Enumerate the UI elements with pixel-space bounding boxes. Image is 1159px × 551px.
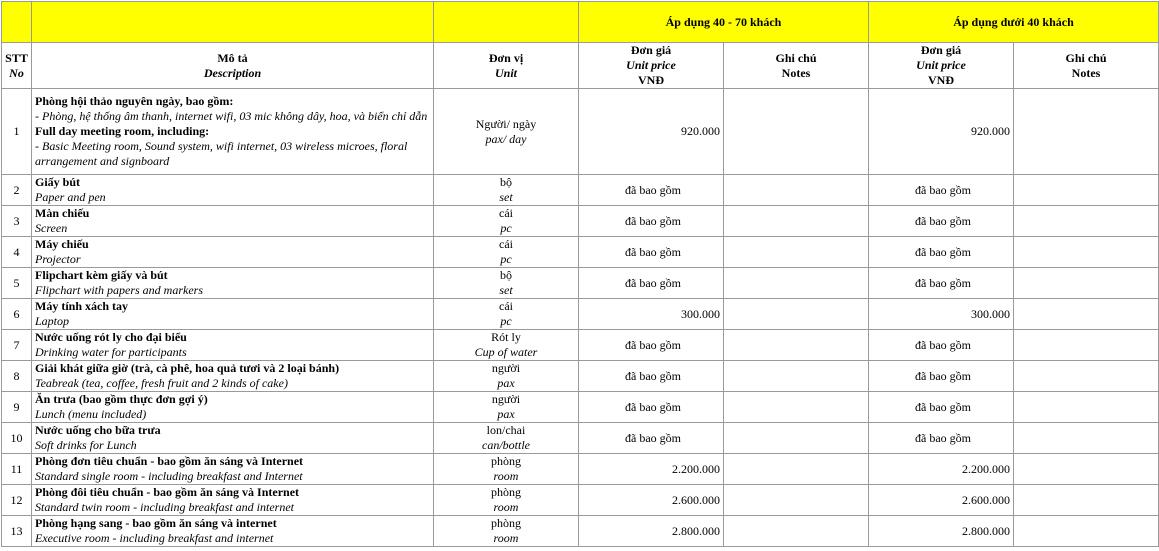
- description-cell: [32, 206, 434, 237]
- price-cell: đã bao gồm: [579, 423, 724, 454]
- table-row: [2, 206, 1159, 237]
- description-vi: Màn chiếu: [35, 206, 90, 220]
- price-cell: đã bao gồm: [869, 175, 1014, 206]
- blank-header-cell: [434, 2, 579, 43]
- column-header-row: [2, 43, 1159, 89]
- price-cell: 2.600.000: [869, 485, 1014, 516]
- unit-cell: [434, 299, 579, 330]
- stt-cell: 9: [2, 392, 32, 423]
- unit-en: room: [493, 531, 519, 545]
- unit-vi: bộ: [500, 175, 512, 189]
- stt-cell: 3: [2, 206, 32, 237]
- price-cell: đã bao gồm: [579, 392, 724, 423]
- description-vi: Nước uống cho bữa trưa: [35, 423, 161, 437]
- stt-cell: 7: [2, 330, 32, 361]
- price-cell: 300.000: [579, 299, 724, 330]
- price-cell: đã bao gồm: [869, 206, 1014, 237]
- stt-cell: 2: [2, 175, 32, 206]
- unit-cell: [434, 175, 579, 206]
- unit-vi: cái: [499, 206, 513, 220]
- table-row: [2, 361, 1159, 392]
- description-cell: [32, 423, 434, 454]
- notes-cell: [724, 330, 869, 361]
- table-row: [2, 392, 1159, 423]
- price-cell: 2.200.000: [869, 454, 1014, 485]
- price-cell: đã bao gồm: [869, 423, 1014, 454]
- description-en: Standard twin room - including breakfast and internet: [35, 500, 294, 514]
- description-en: Standard single room - including breakfast and Internet: [35, 469, 303, 483]
- stt-cell: 11: [2, 454, 32, 485]
- table-row: [2, 299, 1159, 330]
- unit-price-header: Đơn giá Unit price VNĐ: [579, 43, 724, 89]
- description-vi: Giấy bút: [35, 175, 81, 189]
- notes-cell: [724, 392, 869, 423]
- notes-cell: [724, 206, 869, 237]
- table-row: [2, 237, 1159, 268]
- price-cell: đã bao gồm: [579, 237, 724, 268]
- price-cell: 2.800.000: [869, 516, 1014, 547]
- group-header-under-40: Áp dụng dưới 40 khách: [869, 2, 1159, 43]
- unit-en: pax: [497, 407, 515, 421]
- price-cell: đã bao gồm: [869, 268, 1014, 299]
- unit-vi: người: [491, 361, 521, 375]
- description-vi: Phòng hạng sang - bao gồm ăn sáng và internet: [35, 516, 277, 530]
- unit-vi: người: [491, 392, 521, 406]
- unit-vi: cái: [499, 237, 513, 251]
- notes-header: Ghi chú Notes: [724, 43, 869, 89]
- price-cell: 920.000: [869, 89, 1014, 175]
- notes-cell: [1014, 454, 1159, 485]
- unit-cell: [434, 237, 579, 268]
- unit-cell: Người/ ngày pax/ day: [434, 89, 579, 175]
- unit-price-header: Đơn giá Unit price VNĐ: [869, 43, 1014, 89]
- notes-cell: [1014, 206, 1159, 237]
- price-cell: 2.800.000: [579, 516, 724, 547]
- unit-cell: [434, 206, 579, 237]
- description-vi: Flipchart kèm giấy và bút: [35, 268, 168, 282]
- blank-header-cell: [32, 2, 434, 43]
- price-cell: 2.200.000: [579, 454, 724, 485]
- unit-en: set: [499, 283, 513, 297]
- description-cell: [32, 392, 434, 423]
- price-cell: đã bao gồm: [579, 361, 724, 392]
- notes-cell: [1014, 268, 1159, 299]
- stt-header: STT No: [2, 43, 32, 89]
- price-cell: đã bao gồm: [869, 330, 1014, 361]
- unit-en: room: [493, 469, 519, 483]
- stt-cell: 12: [2, 485, 32, 516]
- unit-cell: [434, 454, 579, 485]
- notes-cell: [724, 89, 869, 175]
- description-en: Soft drinks for Lunch: [35, 438, 137, 452]
- notes-cell: [1014, 330, 1159, 361]
- unit-cell: [434, 330, 579, 361]
- description-vi: Máy chiếu: [35, 237, 89, 251]
- stt-cell: 1: [2, 89, 32, 175]
- notes-cell: [724, 237, 869, 268]
- description-en: Teabreak (tea, coffee, fresh fruit and 2 kinds of cake): [35, 376, 288, 390]
- stt-cell: 8: [2, 361, 32, 392]
- group-header-row: [2, 2, 1159, 43]
- description-cell: [32, 361, 434, 392]
- description-en: Lunch (menu included): [35, 407, 147, 421]
- table-row: [2, 175, 1159, 206]
- unit-en: room: [493, 500, 519, 514]
- unit-cell: [434, 516, 579, 547]
- table-row: [2, 454, 1159, 485]
- notes-cell: [1014, 516, 1159, 547]
- description-vi: Phòng đôi tiêu chuẩn - bao gồm ăn sáng và Internet: [35, 485, 300, 499]
- price-cell: đã bao gồm: [869, 361, 1014, 392]
- description-cell: [32, 330, 434, 361]
- notes-cell: [724, 268, 869, 299]
- price-cell: đã bao gồm: [579, 330, 724, 361]
- unit-cell: [434, 392, 579, 423]
- description-cell: [32, 175, 434, 206]
- unit-vi: cái: [499, 299, 513, 313]
- table-row: [2, 89, 1159, 175]
- stt-cell: 5: [2, 268, 32, 299]
- unit-vi: phòng: [491, 516, 521, 530]
- table-row: [2, 423, 1159, 454]
- table-row: [2, 485, 1159, 516]
- description-cell: [32, 454, 434, 485]
- description-vi: Phòng đơn tiêu chuẩn - bao gồm ăn sáng và Internet: [35, 454, 304, 468]
- description-vi: Máy tính xách tay: [35, 299, 128, 313]
- notes-cell: [1014, 361, 1159, 392]
- unit-en: pc: [500, 314, 512, 328]
- notes-cell: [1014, 175, 1159, 206]
- stt-cell: 4: [2, 237, 32, 268]
- description-vi: Ăn trưa (bao gồm thực đơn gợi ý): [35, 392, 208, 406]
- price-table: [1, 1, 1159, 547]
- description-en: Drinking water for participants: [35, 345, 187, 359]
- unit-vi: phòng: [491, 485, 521, 499]
- description-cell: [32, 268, 434, 299]
- description-en: Projector: [35, 252, 81, 266]
- description-cell: [32, 485, 434, 516]
- notes-cell: [724, 299, 869, 330]
- notes-cell: [724, 454, 869, 485]
- notes-cell: [1014, 485, 1159, 516]
- unit-cell: [434, 361, 579, 392]
- unit-en: pax: [497, 376, 515, 390]
- table-row: [2, 330, 1159, 361]
- price-cell: 2.600.000: [579, 485, 724, 516]
- description-vi: Giải khát giữa giờ (trà, cà phê, hoa quả tươi và 2 loại bánh): [35, 361, 340, 375]
- stt-cell: 10: [2, 423, 32, 454]
- table-row: [2, 268, 1159, 299]
- price-cell: đã bao gồm: [579, 268, 724, 299]
- notes-cell: [1014, 392, 1159, 423]
- unit-en: pc: [500, 221, 512, 235]
- description-cell: [32, 299, 434, 330]
- description-en: Paper and pen: [35, 190, 106, 204]
- price-cell: 920.000: [579, 89, 724, 175]
- notes-cell: [724, 485, 869, 516]
- unit-header: Đơn vị Unit: [434, 43, 579, 89]
- unit-cell: [434, 268, 579, 299]
- price-cell: đã bao gồm: [579, 175, 724, 206]
- notes-cell: [1014, 299, 1159, 330]
- description-cell: Phòng hội thảo nguyên ngày, bao gồm: - Phòng, hệ thống âm thanh, internet wifi, 03 mic không dây, hoa, và biển chỉ dẫn Full day meeting room, including: - Basic Meeting room, Sound system, wifi internet, 03 wireless microes, floral arrangement and signboard: [32, 89, 434, 175]
- unit-vi: lon/chai: [486, 423, 526, 437]
- description-en: Screen: [35, 221, 68, 235]
- unit-vi: Rót ly: [491, 330, 521, 344]
- price-cell: đã bao gồm: [869, 237, 1014, 268]
- unit-cell: [434, 485, 579, 516]
- table-row: [2, 516, 1159, 547]
- notes-cell: [724, 175, 869, 206]
- unit-en: can/bottle: [482, 438, 530, 452]
- description-cell: [32, 237, 434, 268]
- price-cell: đã bao gồm: [869, 392, 1014, 423]
- unit-vi: bộ: [500, 268, 512, 282]
- description-en: Flipchart with papers and markers: [35, 283, 203, 297]
- notes-cell: [1014, 237, 1159, 268]
- notes-cell: [724, 423, 869, 454]
- notes-cell: [1014, 89, 1159, 175]
- price-cell: đã bao gồm: [579, 206, 724, 237]
- unit-cell: [434, 423, 579, 454]
- price-cell: 300.000: [869, 299, 1014, 330]
- notes-cell: [724, 361, 869, 392]
- unit-en: pc: [500, 252, 512, 266]
- stt-cell: 13: [2, 516, 32, 547]
- notes-cell: [1014, 423, 1159, 454]
- description-en: Laptop: [35, 314, 70, 328]
- stt-cell: 6: [2, 299, 32, 330]
- description-vi: Nước uống rót ly cho đại biểu: [35, 330, 187, 344]
- unit-vi: phòng: [491, 454, 521, 468]
- notes-header: Ghi chú Notes: [1014, 43, 1159, 89]
- notes-cell: [724, 516, 869, 547]
- description-en: Executive room - including breakfast and internet: [35, 531, 274, 545]
- unit-en: set: [499, 190, 513, 204]
- description-cell: [32, 516, 434, 547]
- group-header-40-70: Áp dụng 40 - 70 khách: [579, 2, 869, 43]
- blank-header-cell: [2, 2, 32, 43]
- unit-en: Cup of water: [474, 345, 538, 359]
- description-header: Mô tả Description: [32, 43, 434, 89]
